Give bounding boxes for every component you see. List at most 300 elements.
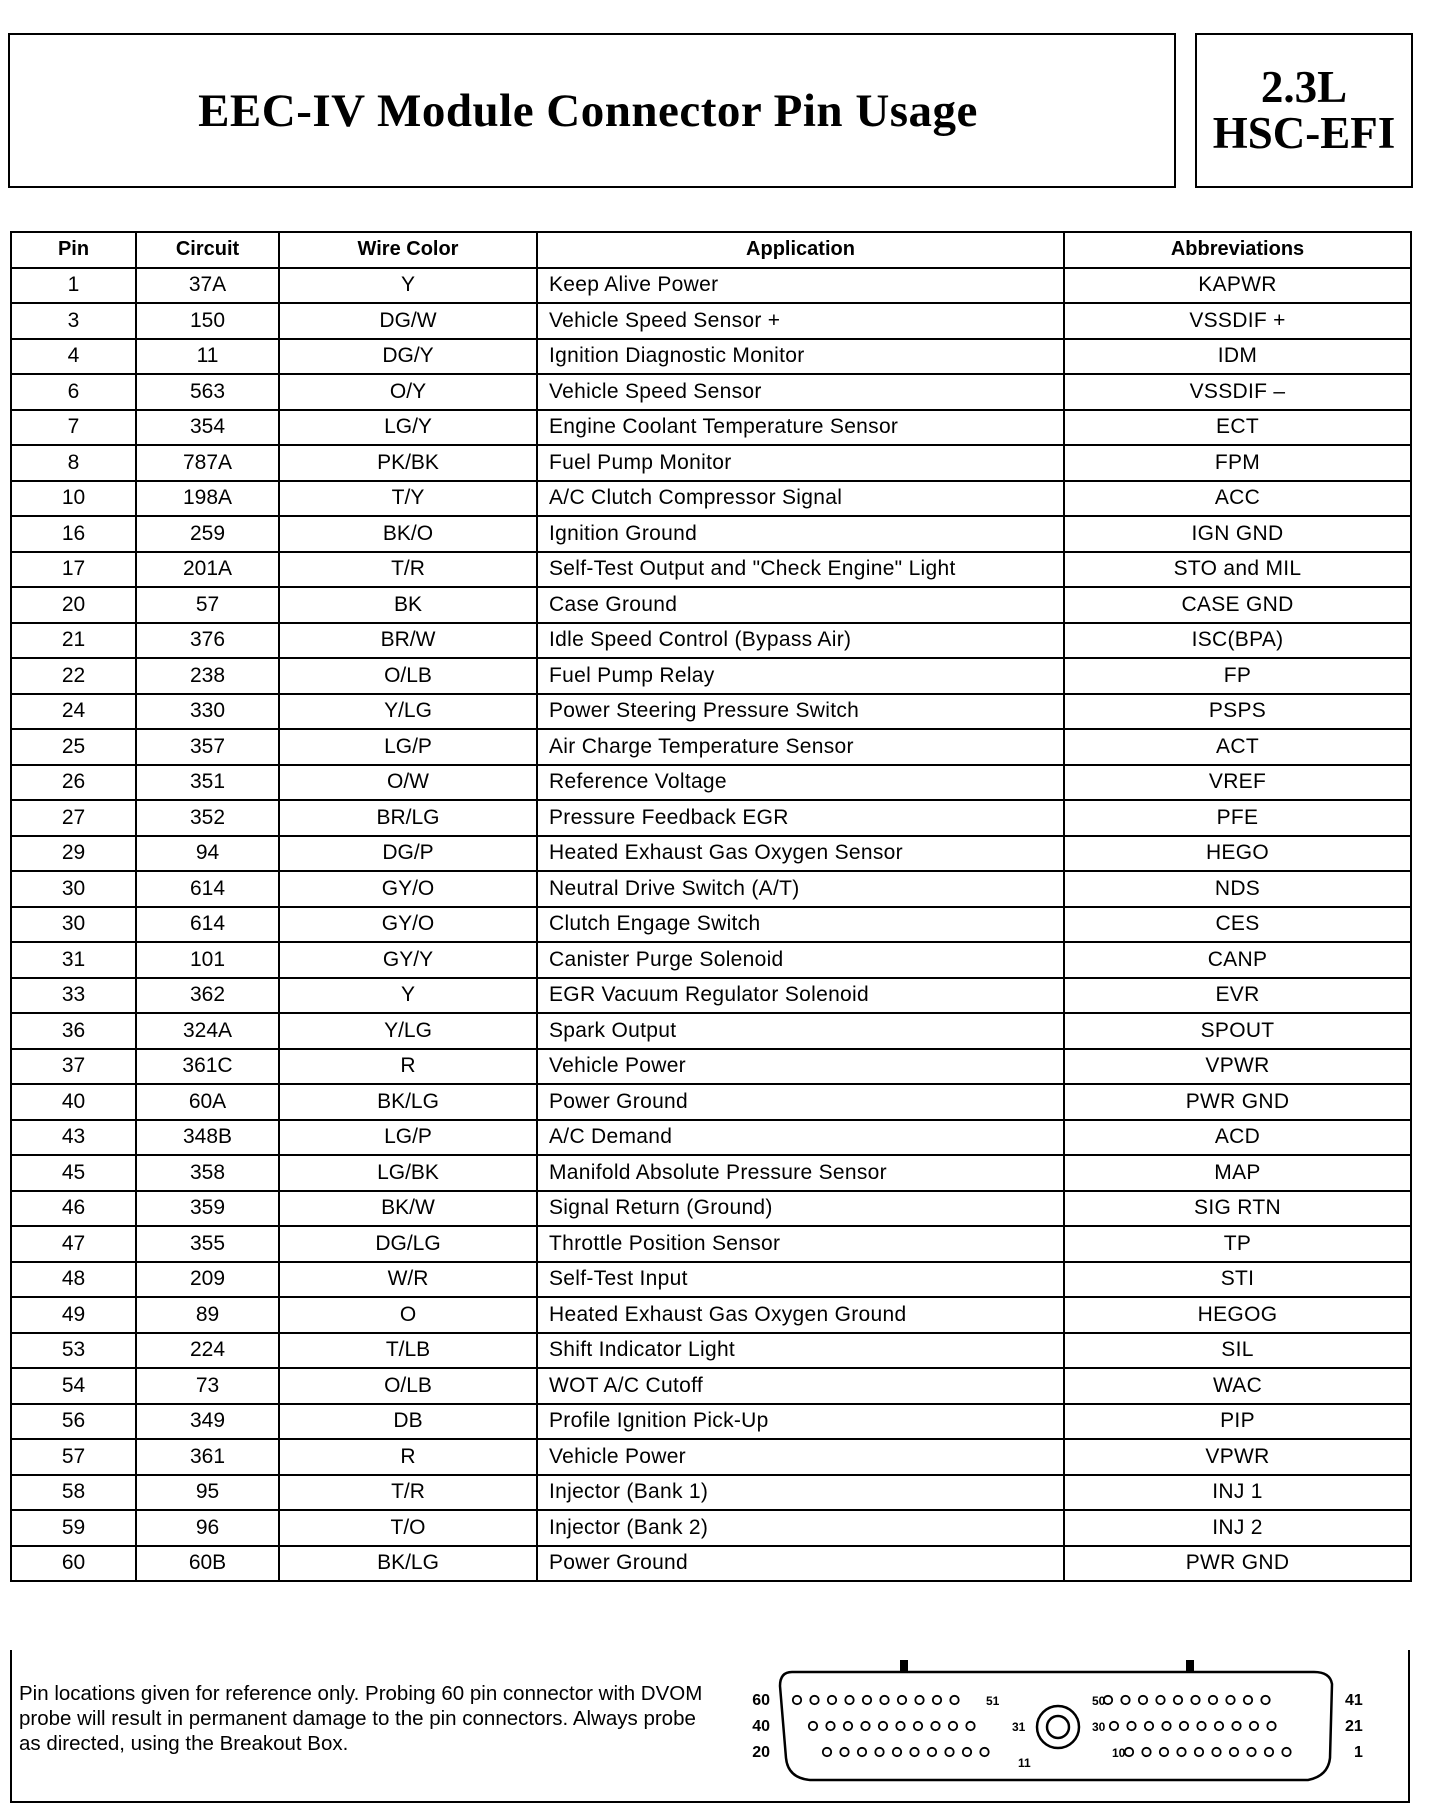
table-row xyxy=(11,729,1411,765)
pin-cell: 60 xyxy=(11,1546,136,1582)
circuit-cell: 355 xyxy=(136,1226,279,1262)
table-row xyxy=(11,978,1411,1014)
circuit-cell: 201A xyxy=(136,552,279,588)
application-cell: Spark Output xyxy=(537,1013,1064,1049)
table-row xyxy=(11,942,1411,978)
abbreviation-cell: VSSDIF – xyxy=(1064,374,1411,410)
table-header-row xyxy=(11,232,1411,268)
pin-cell: 47 xyxy=(11,1226,136,1262)
pin-usage-table xyxy=(10,231,1412,1582)
pin-cell: 27 xyxy=(11,800,136,836)
wire-color-cell: GY/O xyxy=(279,907,537,943)
circuit-cell: 101 xyxy=(136,942,279,978)
wire-color-cell: BR/LG xyxy=(279,800,537,836)
connector-diagram xyxy=(740,1650,1380,1800)
connector-pin xyxy=(840,1748,848,1756)
pin-cell: 3 xyxy=(11,303,136,339)
connector-pin xyxy=(898,1696,906,1704)
label-pin-11: 11 xyxy=(1018,1756,1031,1770)
table-row xyxy=(11,1226,1411,1262)
label-pin-50: 50 xyxy=(1092,1694,1106,1708)
table-row xyxy=(11,1333,1411,1369)
label-pin-51: 51 xyxy=(986,1694,1000,1708)
abbreviation-cell: STO and MIL xyxy=(1064,552,1411,588)
application-cell: Self-Test Output and "Check Engine" Light xyxy=(537,552,1064,588)
table-row xyxy=(11,268,1411,304)
connector-center-hole-inner xyxy=(1047,1716,1069,1738)
connector-latch-left xyxy=(900,1660,908,1672)
connector-pin xyxy=(880,1696,888,1704)
table-row xyxy=(11,587,1411,623)
abbreviation-cell: PWR GND xyxy=(1064,1084,1411,1120)
abbreviation-cell: SIG RTN xyxy=(1064,1191,1411,1227)
abbreviation-cell: SPOUT xyxy=(1064,1013,1411,1049)
circuit-cell: 198A xyxy=(136,481,279,517)
wire-color-cell: PK/BK xyxy=(279,445,537,481)
abbreviation-cell: ISC(BPA) xyxy=(1064,623,1411,659)
table-row xyxy=(11,623,1411,659)
abbreviation-cell: SIL xyxy=(1064,1333,1411,1369)
application-cell: Profile Ignition Pick-Up xyxy=(537,1404,1064,1440)
application-cell: Fuel Pump Monitor xyxy=(537,445,1064,481)
connector-pin xyxy=(1215,1722,1223,1730)
table-row xyxy=(11,1439,1411,1475)
application-cell: Vehicle Speed Sensor xyxy=(537,374,1064,410)
circuit-cell: 348B xyxy=(136,1120,279,1156)
pin-cell: 46 xyxy=(11,1191,136,1227)
wire-color-cell: O/Y xyxy=(279,374,537,410)
connector-pins xyxy=(793,1696,1291,1756)
application-cell: Injector (Bank 1) xyxy=(537,1475,1064,1511)
abbreviation-cell: WAC xyxy=(1064,1368,1411,1404)
connector-pin xyxy=(1226,1696,1234,1704)
application-cell: Heated Exhaust Gas Oxygen Ground xyxy=(537,1297,1064,1333)
table-row xyxy=(11,871,1411,907)
abbreviation-cell: IGN GND xyxy=(1064,516,1411,552)
table-row xyxy=(11,303,1411,339)
wire-color-cell: BK/LG xyxy=(279,1084,537,1120)
wire-color-cell: T/Y xyxy=(279,481,537,517)
connector-pin xyxy=(810,1696,818,1704)
wire-color-cell: O/LB xyxy=(279,658,537,694)
connector-pin xyxy=(861,1722,869,1730)
pin-cell: 49 xyxy=(11,1297,136,1333)
circuit-cell: 73 xyxy=(136,1368,279,1404)
circuit-cell: 349 xyxy=(136,1404,279,1440)
wire-color-cell: LG/P xyxy=(279,729,537,765)
connector-pin xyxy=(1127,1722,1135,1730)
circuit-cell: 357 xyxy=(136,729,279,765)
connector-pin xyxy=(1160,1748,1168,1756)
connector-pin xyxy=(910,1748,918,1756)
abbreviation-cell: KAPWR xyxy=(1064,268,1411,304)
connector-pin xyxy=(1110,1722,1118,1730)
wire-color-cell: Y/LG xyxy=(279,694,537,730)
wire-color-cell: DB xyxy=(279,1404,537,1440)
abbreviation-cell: EVR xyxy=(1064,978,1411,1014)
application-cell: Power Ground xyxy=(537,1084,1064,1120)
pin-cell: 20 xyxy=(11,587,136,623)
table-row xyxy=(11,1155,1411,1191)
table-row xyxy=(11,800,1411,836)
label-pin-10: 10 xyxy=(1112,1746,1126,1760)
abbreviation-cell: HEGOG xyxy=(1064,1297,1411,1333)
pin-cell: 21 xyxy=(11,623,136,659)
connector-pin xyxy=(1197,1722,1205,1730)
circuit-cell: 259 xyxy=(136,516,279,552)
connector-pin xyxy=(1209,1696,1217,1704)
application-cell: Pressure Feedback EGR xyxy=(537,800,1064,836)
application-cell: Vehicle Power xyxy=(537,1439,1064,1475)
wire-color-cell: DG/Y xyxy=(279,339,537,375)
connector-pin xyxy=(1125,1748,1133,1756)
pin-cell: 6 xyxy=(11,374,136,410)
wire-color-cell: DG/W xyxy=(279,303,537,339)
connector-pin xyxy=(858,1748,866,1756)
pin-cell: 30 xyxy=(11,907,136,943)
abbreviation-cell: CANP xyxy=(1064,942,1411,978)
pin-cell: 26 xyxy=(11,765,136,801)
connector-pin xyxy=(845,1696,853,1704)
connector-pin xyxy=(1156,1696,1164,1704)
application-cell: Engine Coolant Temperature Sensor xyxy=(537,410,1064,446)
application-cell: WOT A/C Cutoff xyxy=(537,1368,1064,1404)
connector-pin xyxy=(1247,1748,1255,1756)
abbreviation-cell: FP xyxy=(1064,658,1411,694)
application-cell: Shift Indicator Light xyxy=(537,1333,1064,1369)
column-header-pin: Pin xyxy=(11,232,136,268)
abbreviation-cell: VSSDIF + xyxy=(1064,303,1411,339)
circuit-cell: 330 xyxy=(136,694,279,730)
abbreviation-cell: ACT xyxy=(1064,729,1411,765)
pin-cell: 29 xyxy=(11,836,136,872)
pin-cell: 7 xyxy=(11,410,136,446)
wire-color-cell: BK/W xyxy=(279,1191,537,1227)
circuit-cell: 359 xyxy=(136,1191,279,1227)
connector-pin xyxy=(1174,1696,1182,1704)
abbreviation-cell: STI xyxy=(1064,1262,1411,1298)
table-row xyxy=(11,1013,1411,1049)
connector-pin xyxy=(1265,1748,1273,1756)
pin-cell: 48 xyxy=(11,1262,136,1298)
table-row xyxy=(11,1368,1411,1404)
connector-pin xyxy=(1250,1722,1258,1730)
wire-color-cell: LG/P xyxy=(279,1120,537,1156)
connector-pin xyxy=(980,1748,988,1756)
wire-color-cell: O/W xyxy=(279,765,537,801)
wire-color-cell: DG/P xyxy=(279,836,537,872)
abbreviation-cell: CASE GND xyxy=(1064,587,1411,623)
connector-pin xyxy=(879,1722,887,1730)
pin-cell: 25 xyxy=(11,729,136,765)
pin-cell: 22 xyxy=(11,658,136,694)
wire-color-cell: LG/Y xyxy=(279,410,537,446)
application-cell: Keep Alive Power xyxy=(537,268,1064,304)
connector-pin xyxy=(1282,1748,1290,1756)
application-cell: Vehicle Speed Sensor + xyxy=(537,303,1064,339)
application-cell: Heated Exhaust Gas Oxygen Sensor xyxy=(537,836,1064,872)
table-row xyxy=(11,907,1411,943)
wire-color-cell: O/LB xyxy=(279,1368,537,1404)
circuit-cell: 150 xyxy=(136,303,279,339)
application-cell: Clutch Engage Switch xyxy=(537,907,1064,943)
connector-pin xyxy=(949,1722,957,1730)
pin-cell: 53 xyxy=(11,1333,136,1369)
circuit-cell: 787A xyxy=(136,445,279,481)
wire-color-cell: BR/W xyxy=(279,623,537,659)
abbreviation-cell: FPM xyxy=(1064,445,1411,481)
table-row xyxy=(11,410,1411,446)
circuit-cell: 95 xyxy=(136,1475,279,1511)
connector-pin xyxy=(1139,1696,1147,1704)
label-pin-40: 40 xyxy=(752,1718,770,1735)
circuit-cell: 37A xyxy=(136,268,279,304)
page-title: EEC-IV Module Connector Pin Usage xyxy=(198,84,978,137)
circuit-cell: 209 xyxy=(136,1262,279,1298)
wire-color-cell: GY/Y xyxy=(279,942,537,978)
table-row xyxy=(11,1404,1411,1440)
pin-cell: 58 xyxy=(11,1475,136,1511)
title-box xyxy=(8,33,1176,188)
probe-warning-note: Pin locations given for reference only. Probing 60 pin connector with DVOM probe will result in permanent damage to the pin connectors. Always probe as directed, using the Breakout Box. xyxy=(19,1682,703,1755)
connector-pin xyxy=(844,1722,852,1730)
column-header-circuit: Circuit xyxy=(136,232,279,268)
circuit-cell: 224 xyxy=(136,1333,279,1369)
pin-cell: 30 xyxy=(11,871,136,907)
pin-cell: 1 xyxy=(11,268,136,304)
connector-pin xyxy=(809,1722,817,1730)
circuit-cell: 361C xyxy=(136,1049,279,1085)
connector-pin xyxy=(1195,1748,1203,1756)
wire-color-cell: GY/O xyxy=(279,871,537,907)
abbreviation-cell: ACD xyxy=(1064,1120,1411,1156)
connector-pin xyxy=(1244,1696,1252,1704)
connector-pin xyxy=(950,1696,958,1704)
connector-pin xyxy=(875,1748,883,1756)
wire-color-cell: T/LB xyxy=(279,1333,537,1369)
connector-pin xyxy=(1191,1696,1199,1704)
circuit-cell: 238 xyxy=(136,658,279,694)
wire-color-cell: W/R xyxy=(279,1262,537,1298)
table-row xyxy=(11,1120,1411,1156)
circuit-cell: 361 xyxy=(136,1439,279,1475)
application-cell: Self-Test Input xyxy=(537,1262,1064,1298)
circuit-cell: 376 xyxy=(136,623,279,659)
table-row xyxy=(11,1546,1411,1582)
connector-pin xyxy=(1230,1748,1238,1756)
engine-type: HSC-EFI xyxy=(1212,107,1396,158)
connector-pin xyxy=(1267,1722,1275,1730)
wire-color-cell: BK/LG xyxy=(279,1546,537,1582)
connector-pin xyxy=(828,1696,836,1704)
wire-color-cell: R xyxy=(279,1439,537,1475)
pin-cell: 16 xyxy=(11,516,136,552)
circuit-cell: 358 xyxy=(136,1155,279,1191)
table-row xyxy=(11,1510,1411,1546)
pin-cell: 10 xyxy=(11,481,136,517)
abbreviation-cell: IDM xyxy=(1064,339,1411,375)
connector-pin xyxy=(963,1748,971,1756)
pin-cell: 8 xyxy=(11,445,136,481)
abbreviation-cell: VPWR xyxy=(1064,1049,1411,1085)
column-header-application: Application xyxy=(537,232,1064,268)
wire-color-cell: LG/BK xyxy=(279,1155,537,1191)
connector-pin xyxy=(966,1722,974,1730)
abbreviation-cell: PSPS xyxy=(1064,694,1411,730)
pin-cell: 37 xyxy=(11,1049,136,1085)
pin-cell: 45 xyxy=(11,1155,136,1191)
table-row xyxy=(11,1475,1411,1511)
application-cell: Power Steering Pressure Switch xyxy=(537,694,1064,730)
abbreviation-cell: PFE xyxy=(1064,800,1411,836)
abbreviation-cell: MAP xyxy=(1064,1155,1411,1191)
pin-cell: 54 xyxy=(11,1368,136,1404)
circuit-cell: 354 xyxy=(136,410,279,446)
circuit-cell: 614 xyxy=(136,871,279,907)
column-header-abbreviations: Abbreviations xyxy=(1064,232,1411,268)
pin-cell: 43 xyxy=(11,1120,136,1156)
column-header-wire-color: Wire Color xyxy=(279,232,537,268)
circuit-cell: 89 xyxy=(136,1297,279,1333)
application-cell: Canister Purge Solenoid xyxy=(537,942,1064,978)
wire-color-cell: Y xyxy=(279,978,537,1014)
wire-color-cell: DG/LG xyxy=(279,1226,537,1262)
application-cell: Fuel Pump Relay xyxy=(537,658,1064,694)
application-cell: A/C Demand xyxy=(537,1120,1064,1156)
label-pin-21: 21 xyxy=(1345,1718,1363,1735)
label-pin-1: 1 xyxy=(1354,1744,1363,1761)
application-cell: Idle Speed Control (Bypass Air) xyxy=(537,623,1064,659)
connector-latch-right xyxy=(1186,1660,1194,1672)
pin-cell: 40 xyxy=(11,1084,136,1120)
circuit-cell: 11 xyxy=(136,339,279,375)
label-pin-20: 20 xyxy=(752,1744,770,1761)
wire-color-cell: R xyxy=(279,1049,537,1085)
table-row xyxy=(11,1084,1411,1120)
application-cell: Power Ground xyxy=(537,1546,1064,1582)
label-pin-41: 41 xyxy=(1345,1692,1363,1709)
abbreviation-cell: ACC xyxy=(1064,481,1411,517)
abbreviation-cell: PWR GND xyxy=(1064,1546,1411,1582)
engine-size: 2.3L xyxy=(1260,61,1348,112)
abbreviation-cell: HEGO xyxy=(1064,836,1411,872)
table-row xyxy=(11,1262,1411,1298)
connector-pin xyxy=(1145,1722,1153,1730)
table-row xyxy=(11,765,1411,801)
connector-pin xyxy=(823,1748,831,1756)
abbreviation-cell: ECT xyxy=(1064,410,1411,446)
table-row xyxy=(11,374,1411,410)
connector-pin xyxy=(826,1722,834,1730)
table-row xyxy=(11,481,1411,517)
table-row xyxy=(11,658,1411,694)
connector-pin xyxy=(1261,1696,1269,1704)
connector-pin xyxy=(793,1696,801,1704)
application-cell: Signal Return (Ground) xyxy=(537,1191,1064,1227)
connector-pin xyxy=(1142,1748,1150,1756)
connector-pin xyxy=(1121,1696,1129,1704)
application-cell: A/C Clutch Compressor Signal xyxy=(537,481,1064,517)
table-row xyxy=(11,694,1411,730)
circuit-cell: 614 xyxy=(136,907,279,943)
circuit-cell: 362 xyxy=(136,978,279,1014)
wire-color-cell: BK xyxy=(279,587,537,623)
wire-color-cell: T/R xyxy=(279,1475,537,1511)
label-pin-31: 31 xyxy=(1012,1720,1026,1734)
wire-color-cell: Y/LG xyxy=(279,1013,537,1049)
table-row xyxy=(11,836,1411,872)
connector-pin xyxy=(1180,1722,1188,1730)
footer-panel xyxy=(10,1650,1410,1803)
wire-color-cell: T/O xyxy=(279,1510,537,1546)
abbreviation-cell: INJ 1 xyxy=(1064,1475,1411,1511)
table-row xyxy=(11,1049,1411,1085)
connector-pin xyxy=(915,1696,923,1704)
application-cell: Manifold Absolute Pressure Sensor xyxy=(537,1155,1064,1191)
table-row xyxy=(11,339,1411,375)
application-cell: Ignition Ground xyxy=(537,516,1064,552)
connector-pin xyxy=(945,1748,953,1756)
wire-color-cell: O xyxy=(279,1297,537,1333)
connector-center-hole-outer xyxy=(1037,1706,1079,1748)
abbreviation-cell: TP xyxy=(1064,1226,1411,1262)
application-cell: Throttle Position Sensor xyxy=(537,1226,1064,1262)
connector-pin xyxy=(1162,1722,1170,1730)
connector-pin xyxy=(893,1748,901,1756)
connector-pin xyxy=(928,1748,936,1756)
pin-cell: 59 xyxy=(11,1510,136,1546)
pin-cell: 33 xyxy=(11,978,136,1014)
abbreviation-cell: INJ 2 xyxy=(1064,1510,1411,1546)
connector-pin xyxy=(896,1722,904,1730)
application-cell: Ignition Diagnostic Monitor xyxy=(537,339,1064,375)
pin-cell: 17 xyxy=(11,552,136,588)
wire-color-cell: BK/O xyxy=(279,516,537,552)
application-cell: Reference Voltage xyxy=(537,765,1064,801)
pin-cell: 4 xyxy=(11,339,136,375)
table-row xyxy=(11,552,1411,588)
application-cell: EGR Vacuum Regulator Solenoid xyxy=(537,978,1064,1014)
connector-pin xyxy=(931,1722,939,1730)
wire-color-cell: Y xyxy=(279,268,537,304)
circuit-cell: 60A xyxy=(136,1084,279,1120)
pin-cell: 31 xyxy=(11,942,136,978)
circuit-cell: 352 xyxy=(136,800,279,836)
pin-cell: 36 xyxy=(11,1013,136,1049)
wire-color-cell: T/R xyxy=(279,552,537,588)
circuit-cell: 60B xyxy=(136,1546,279,1582)
connector-pin xyxy=(914,1722,922,1730)
table-row xyxy=(11,516,1411,552)
pin-cell: 24 xyxy=(11,694,136,730)
abbreviation-cell: PIP xyxy=(1064,1404,1411,1440)
circuit-cell: 94 xyxy=(136,836,279,872)
pin-cell: 57 xyxy=(11,1439,136,1475)
connector-pin xyxy=(863,1696,871,1704)
abbreviation-cell: NDS xyxy=(1064,871,1411,907)
connector-pin xyxy=(1212,1748,1220,1756)
table-row xyxy=(11,1191,1411,1227)
abbreviation-cell: CES xyxy=(1064,907,1411,943)
table-row xyxy=(11,445,1411,481)
connector-pin xyxy=(1177,1748,1185,1756)
circuit-cell: 351 xyxy=(136,765,279,801)
pin-cell: 56 xyxy=(11,1404,136,1440)
application-cell: Air Charge Temperature Sensor xyxy=(537,729,1064,765)
engine-badge xyxy=(1195,33,1413,188)
circuit-cell: 57 xyxy=(136,587,279,623)
application-cell: Case Ground xyxy=(537,587,1064,623)
